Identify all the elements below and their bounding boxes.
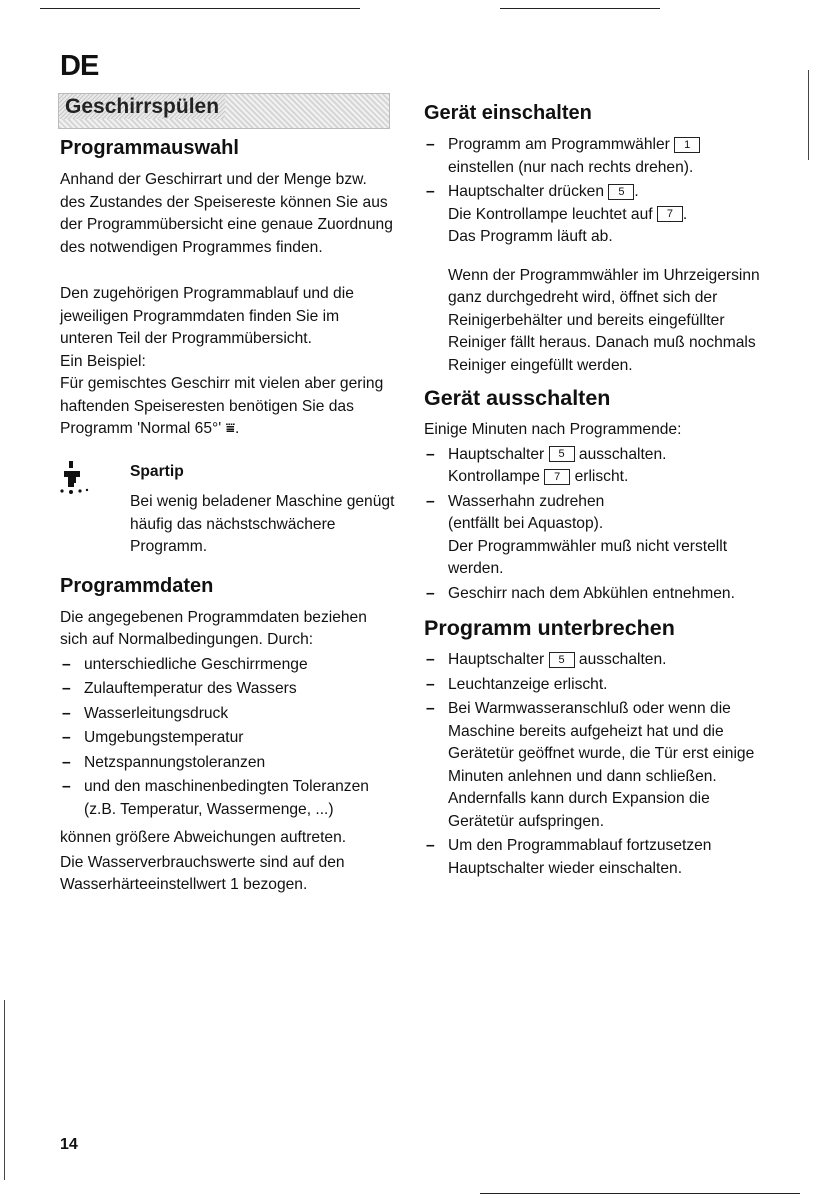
list-item: – Hauptschalter drücken 5 . Die Kontrollampe leuchtet auf 7 . Das Programm läuft ab.	[424, 181, 764, 249]
list-item: – Wasserleitungsdruck	[60, 703, 395, 726]
list-item: – Leuchtanzeige erlischt.	[424, 674, 764, 697]
control-ref-box: 5	[549, 446, 575, 462]
paragraph: Die Wasserverbrauchswerte sind auf den Wasserhärteeinstellwert 1 bezogen.	[60, 853, 345, 893]
paragraph: Den zugehörigen Programmablauf und die jeweiligen Programmdaten finden Sie im unteren Teil der Programmübersicht.	[60, 285, 354, 347]
scan-edge-left	[4, 1000, 5, 1180]
list-item: – Programm am Programmwähler 1 einstellen (nur nach rechts drehen).	[424, 134, 764, 179]
water-tap-icon	[60, 461, 90, 495]
spartip-box	[60, 461, 395, 559]
heading-programm-unterbrechen: Programm unterbrechen	[424, 616, 675, 640]
paragraph: können größere Abweichungen auftreten.	[60, 829, 347, 846]
list-item: – Zulauftemperatur des Wassers	[60, 678, 395, 701]
control-ref-box: 7	[544, 469, 570, 485]
list-item: – Hauptschalter 5 ausschalten. Kontrollampe 7 erlischt.	[424, 444, 764, 489]
control-ref-box: 5	[608, 184, 634, 200]
heading-programmauswahl: Programmauswahl	[60, 137, 239, 159]
spartip-title: Spartip	[130, 462, 184, 480]
list-item: – Bei Warmwasseranschluß oder wenn die Maschine bereits aufgeheizt hat und die Gerätetür geöffnet wurde, die Tür erst einige Minuten anlehnen und dann schließen. Andernfalls kann durch Expansion die Gerätetür aufspringen.	[424, 698, 764, 833]
heading-programmdaten: Programmdaten	[60, 574, 214, 597]
scan-edge-right	[808, 70, 809, 160]
list-item: – unterschiedliche Geschirrmenge	[60, 654, 395, 677]
control-ref-box: 5	[549, 652, 575, 668]
list-item: – Wasserhahn zudrehen (entfällt bei Aquastop). Der Programmwähler muß nicht verstellt werden.	[424, 491, 764, 581]
page-number: 14	[60, 1136, 78, 1153]
heading-geraet-einschalten: Gerät einschalten	[424, 102, 592, 124]
paragraph: Einige Minuten nach Programmende:	[424, 421, 682, 438]
control-ref-box: 7	[657, 206, 683, 222]
scan-edge-bottom	[480, 1193, 800, 1194]
section-banner-title: Geschirrspülen	[59, 94, 225, 119]
paragraph: Die angegebenen Programmdaten beziehen sich auf Normalbedingungen. Durch:	[60, 608, 367, 648]
spartip-text: Bei wenig beladener Maschine genügt häufig das nächstschwächere Programm.	[130, 493, 395, 555]
paragraph: Für gemischtes Geschirr mit vielen aber gering haftenden Speiseresten benötigen Sie das Programm 'Normal 65°' ⩸.	[60, 375, 384, 437]
heading-geraet-ausschalten: Gerät ausschalten	[424, 386, 611, 410]
list-item: – Um den Programmablauf fortzusetzen Hauptschalter wieder einschalten.	[424, 835, 764, 880]
ausschalten-list	[424, 444, 764, 606]
scan-edge-top-right	[500, 8, 660, 9]
list-item: – und den maschinenbedingten Toleranzen (z.B. Temperatur, Wassermenge, ...)	[60, 776, 395, 821]
paragraph: Ein Beispiel:	[60, 352, 146, 370]
left-column	[60, 93, 395, 905]
scan-edge-top	[40, 8, 360, 9]
section-banner	[58, 93, 390, 129]
factor-list	[60, 654, 395, 822]
list-item: – Umgebungstemperatur	[60, 727, 395, 750]
unterbrechen-list	[424, 649, 764, 880]
paragraph: Anhand der Geschirrart und der Menge bzw. des Zustandes der Speisereste können Sie aus der Programmübersicht eine genaue Zuordnung des notwendigen Programmes finden.	[60, 171, 393, 256]
paragraph-note: Wenn der Programmwähler im Uhrzeigersinn ganz durchgedreht wird, öffnet sich der Reinigerbehälter und bereits eingefüllter Reiniger fällt heraus. Danach muß nochmals Reiniger eingefüllt werden.	[448, 266, 760, 374]
language-label: DE	[60, 50, 99, 82]
right-column	[424, 100, 764, 886]
control-ref-box: 1	[674, 137, 700, 153]
einschalten-list	[424, 134, 764, 249]
list-item: – Netzspannungstoleranzen	[60, 752, 395, 775]
list-item: – Hauptschalter 5 ausschalten.	[424, 649, 764, 672]
list-item: – Geschirr nach dem Abkühlen entnehmen.	[424, 583, 764, 606]
